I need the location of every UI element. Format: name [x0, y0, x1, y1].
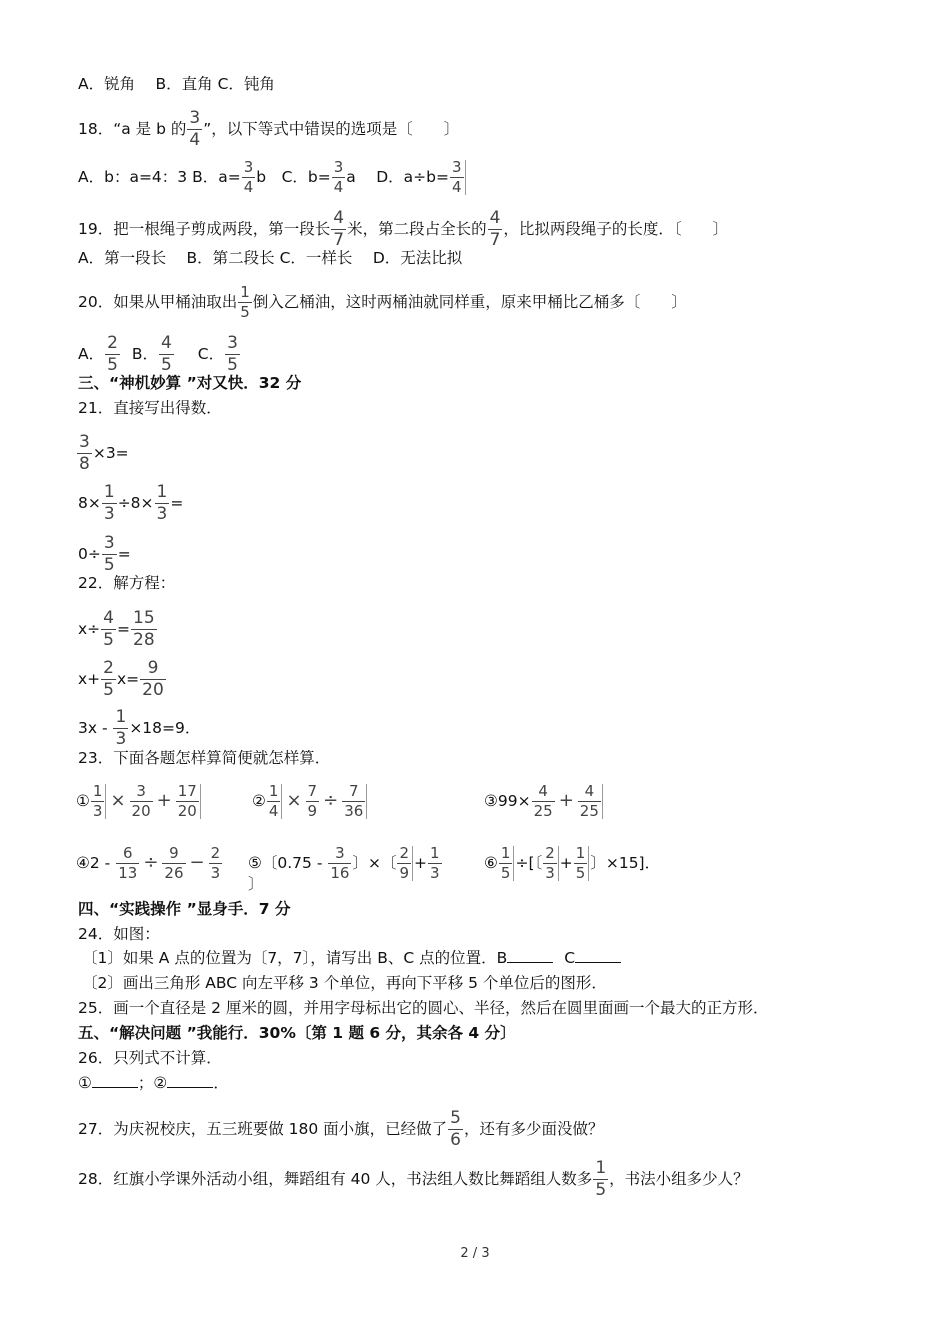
q17-options: A．锐角 B．直角 C．钝角 — [78, 75, 275, 93]
q20-options — [78, 335, 241, 374]
q18-option-b-tail: b C．b= — [256, 168, 331, 186]
q18-option-d-fraction — [450, 160, 466, 195]
numerator: 7 — [348, 782, 359, 800]
q23-e6-fraction-b — [543, 846, 559, 881]
answer-blank-2[interactable] — [167, 1073, 213, 1088]
denominator: 25 — [579, 802, 599, 820]
q26-separator: ；② — [137, 1074, 168, 1092]
q23-e5-fraction-a — [328, 846, 351, 881]
answer-blank-1[interactable] — [92, 1073, 138, 1088]
denominator: 3 — [545, 864, 555, 882]
q23-expression-3 — [484, 784, 604, 819]
denominator: 5 — [161, 355, 172, 375]
q23-e1-fraction-c — [176, 784, 201, 819]
numerator: 7 — [307, 782, 318, 800]
answer-blank-c[interactable] — [575, 948, 621, 963]
denominator: 4 — [243, 178, 254, 196]
q23-e6-mid: ÷[〔 — [515, 854, 543, 872]
q23-e1-label: ① — [76, 792, 90, 810]
denominator: 5 — [575, 864, 586, 882]
q23-e6-fraction-c — [574, 846, 590, 881]
denominator: 3 — [92, 802, 103, 820]
q18-stem-pre: 18．“a 是 b 的 — [78, 120, 187, 138]
q20-option-c-fraction — [225, 335, 240, 374]
denominator: 20 — [131, 802, 151, 820]
q23-e5-mid: 〕×〔 — [352, 854, 397, 872]
numerator: 1 — [500, 844, 511, 862]
q21-line-2-fraction-b — [155, 484, 170, 523]
numerator: 3 — [227, 333, 238, 353]
numerator: 5 — [450, 1108, 461, 1128]
q21-line-2-a: 8× — [78, 494, 101, 512]
q19-stem-post: ，比拟两段绳子的长度．〔 〕 — [503, 220, 729, 238]
numerator: 2 — [210, 844, 221, 862]
denominator: 3 — [210, 864, 221, 882]
q22-eq3-a: 3x - — [78, 719, 113, 737]
q24-title: 24．如图： — [78, 925, 160, 943]
plus-sign: + — [558, 790, 574, 811]
denominator: 9 — [307, 802, 318, 820]
q21-line-1 — [76, 434, 129, 473]
numerator: 17 — [177, 782, 197, 800]
numerator: 2 — [107, 333, 118, 353]
times-sign: × — [110, 790, 126, 811]
numerator: 3 — [243, 158, 254, 176]
q22-eq1-a: x÷ — [78, 620, 101, 638]
denominator: 5 — [500, 864, 511, 882]
q23-e5-fraction-c — [428, 846, 442, 881]
denominator: 4 — [268, 802, 279, 820]
section-4-heading: 四、“实践操作 ”显身手．7 分 — [78, 900, 291, 918]
q22-eq1-fraction-a — [101, 610, 116, 649]
q20-stem-pre: 20．如果从甲桶油取出 — [78, 293, 238, 311]
q19-stem — [78, 210, 728, 249]
denominator: 5 — [240, 303, 250, 321]
q20-option-b-label: B． — [131, 345, 159, 363]
denominator: 4 — [333, 178, 344, 196]
q22-eq2-a: x+ — [78, 670, 101, 688]
q22-title: 22．解方程： — [78, 574, 176, 592]
q22-eq1-fraction-b — [131, 610, 157, 649]
numerator: 3 — [79, 432, 90, 452]
denominator: 20 — [142, 680, 164, 700]
numerator: 2 — [103, 658, 114, 678]
denominator: 5 — [103, 630, 114, 650]
denominator: 5 — [227, 355, 238, 375]
section-5-heading: 五、“解决问题 ”我能行．30%〔第 1 题 6 分，其余各 4 分〕 — [78, 1024, 516, 1042]
numerator: 2 — [399, 844, 409, 862]
denominator: 3 — [103, 504, 115, 524]
q24-part-1-text: 〔1〕如果 A 点的位置为〔7，7〕，请写出 B、C 点的位置．B — [82, 949, 508, 967]
q23-e5-label: ⑤〔0.75 - — [248, 854, 328, 872]
numerator: 3 — [136, 782, 146, 800]
numerator: 1 — [595, 1158, 607, 1178]
q18-options — [78, 160, 467, 195]
plus-sign: + — [156, 790, 172, 811]
q18-option-c-fraction — [332, 160, 346, 195]
q20-option-a-fraction — [105, 335, 120, 374]
numerator: 4 — [161, 333, 172, 353]
q21-line-3-a: 0÷ — [78, 545, 101, 563]
q23-e6-label: ⑥ — [484, 854, 498, 872]
denominator: 7 — [333, 230, 345, 250]
q21-line-2-b: ÷8× — [117, 494, 154, 512]
denominator: 3 — [430, 864, 440, 882]
denominator: 9 — [399, 864, 409, 882]
q18-fraction — [187, 110, 202, 149]
q19-stem-pre: 19．把一根绳子剪成两段，第一段长 — [78, 220, 331, 238]
q18-stem-post: ”，以下等式中错误的选项是〔 〕 — [203, 120, 460, 138]
denominator: 5 — [103, 680, 114, 700]
denominator: 28 — [133, 630, 155, 650]
q24-part-1-c: C — [564, 949, 576, 967]
numerator: 1 — [430, 844, 440, 862]
plus-sign: + — [559, 854, 573, 872]
denominator: 26 — [164, 864, 184, 882]
numerator: 9 — [147, 658, 159, 678]
numerator: 1 — [156, 482, 168, 502]
q27-fraction — [448, 1110, 463, 1149]
q26-answer-1-label: ① — [78, 1074, 92, 1092]
q19-options: A．第一段长 B．第二段长 C．一样长 D．无法比拟 — [78, 249, 463, 267]
numerator: 4 — [333, 208, 345, 228]
numerator: 4 — [489, 208, 501, 228]
denominator: 6 — [450, 1130, 461, 1150]
q28-stem-post: ，书法小组多少人？ — [609, 1170, 749, 1188]
page-number: 2 / 3 — [460, 1246, 490, 1261]
q22-eq3-fraction — [113, 709, 128, 748]
numerator: 4 — [538, 782, 548, 800]
q21-line-1-tail: ×3= — [92, 444, 129, 462]
q21-line-2 — [78, 484, 183, 523]
numerator: 3 — [451, 158, 462, 176]
denominator: 20 — [177, 802, 197, 820]
q25-text: 25．画一个直径是 2 厘米的圆，并用字母标出它的圆心、半径，然后在圆里面画一个最大的正方形． — [78, 999, 769, 1017]
denominator: 4 — [189, 130, 201, 150]
q22-eq3-b: ×18=9． — [129, 719, 201, 737]
q22-eq2-fraction-a — [101, 660, 116, 699]
q22-eq1-equals: = — [117, 620, 130, 638]
q21-line-2-c: = — [170, 494, 184, 512]
q19-fraction-first — [331, 210, 346, 249]
numerator: 9 — [169, 844, 179, 862]
q27-stem — [78, 1110, 604, 1149]
q23-expression-6 — [484, 846, 660, 881]
q24-part-2: 〔2〕画出三角形 ABC 向左平移 3 个单位，再向下平移 5 个单位后的图形． — [82, 974, 607, 992]
denominator: 16 — [330, 864, 350, 882]
q20-stem-post: 倒入乙桶油，这时两桶油就同样重，原来甲桶比乙桶多〔 〕 — [252, 293, 687, 311]
q19-fraction-second — [488, 210, 503, 249]
q20-option-c-label: C． — [197, 345, 225, 363]
q26-end: ． — [213, 1074, 229, 1092]
q23-e1-fraction-a — [91, 784, 107, 819]
q22-eq2-b: x= — [117, 670, 140, 688]
q23-e4-fraction-c — [209, 846, 223, 881]
q23-e4-label: ④2 - — [76, 854, 116, 872]
q23-expression-4 — [76, 846, 223, 881]
q23-e1-fraction-b — [130, 784, 153, 819]
q18-option-a: A．b：a=4：3 B．a= — [78, 168, 241, 186]
q21-title: 21．直接写出得数． — [78, 399, 222, 417]
denominator: 25 — [533, 802, 553, 820]
q28-stem — [78, 1160, 749, 1199]
q21-line-2-fraction-a — [102, 484, 117, 523]
q21-line-3-fraction — [102, 535, 117, 574]
q23-e3-label: ③99× — [484, 792, 531, 810]
q20-fraction — [238, 285, 252, 320]
denominator: 3 — [115, 729, 127, 749]
plus-sign: + — [414, 854, 427, 872]
q20-option-a-label: A． — [78, 345, 105, 363]
q19-stem-mid: 米，第二段占全长的 — [347, 220, 487, 238]
q23-title: 23．下面各题怎样算简便就怎样算． — [78, 749, 331, 767]
q24-part-1 — [82, 948, 621, 968]
q22-equation-3 — [78, 709, 200, 748]
q18-option-b-fraction — [242, 160, 256, 195]
divide-sign: ÷ — [323, 790, 339, 811]
numerator: 1 — [268, 782, 279, 800]
numerator: 3 — [103, 533, 115, 553]
denominator: 3 — [156, 504, 168, 524]
q28-stem-pre: 28．红旗小学课外活动小组，舞蹈组有 40 人，书法组人数比舞蹈组人数多 — [78, 1170, 593, 1188]
q20-option-b-fraction — [159, 335, 174, 374]
q23-e4-fraction-b — [162, 846, 185, 881]
answer-blank-b[interactable] — [507, 948, 553, 963]
numerator: 3 — [333, 158, 344, 176]
denominator: 5 — [103, 555, 115, 575]
denominator: 8 — [79, 454, 90, 474]
q23-e5-fraction-b — [397, 846, 413, 881]
numerator: 4 — [584, 782, 595, 800]
q20-stem — [78, 285, 687, 320]
numerator: 1 — [103, 482, 115, 502]
numerator: 1 — [240, 283, 250, 301]
numerator: 15 — [133, 608, 155, 628]
numerator: 1 — [115, 707, 127, 727]
q18-option-c-tail: a D．a÷b= — [346, 168, 449, 186]
q27-stem-pre: 27．为庆祝校庆，五三班要做 180 面小旗，已经做了 — [78, 1120, 448, 1138]
numerator: 2 — [545, 844, 555, 862]
q23-e5-close-bracket: 〕 — [248, 875, 264, 893]
q18-stem — [78, 110, 459, 149]
q22-equation-2 — [78, 660, 167, 699]
q23-e3-fraction-b — [578, 784, 603, 819]
numerator: 3 — [335, 844, 345, 862]
q21-line-3 — [78, 535, 131, 574]
denominator: 4 — [451, 178, 462, 196]
q28-fraction — [593, 1160, 608, 1199]
denominator: 7 — [489, 230, 501, 250]
q21-line-3-b: = — [117, 545, 131, 563]
q23-e6-fraction-a — [499, 846, 515, 881]
q27-stem-post: ，还有多少面没做？ — [464, 1120, 604, 1138]
numerator: 1 — [92, 782, 103, 800]
numerator: 3 — [189, 108, 201, 128]
q23-e3-fraction-a — [532, 784, 555, 819]
q23-expression-1 — [76, 784, 202, 819]
q23-e2-fraction-c — [342, 784, 367, 819]
denominator: 5 — [107, 355, 118, 375]
divide-sign: ÷ — [143, 852, 159, 873]
numerator: 6 — [122, 844, 133, 862]
q23-e2-fraction-b — [306, 784, 320, 819]
numerator: 4 — [103, 608, 114, 628]
times-sign: × — [286, 790, 302, 811]
q23-e2-label: ② — [252, 792, 266, 810]
minus-sign: − — [189, 852, 205, 873]
denominator: 36 — [344, 802, 364, 820]
denominator: 5 — [595, 1180, 607, 1200]
q23-e4-fraction-a — [116, 846, 139, 881]
q26-title: 26．只列式不计算． — [78, 1049, 222, 1067]
q21-fraction — [77, 434, 92, 473]
q23-e2-fraction-a — [267, 784, 283, 819]
q22-eq2-fraction-b — [140, 660, 166, 699]
q23-expression-5 — [248, 846, 443, 881]
q22-equation-1 — [78, 610, 158, 649]
q23-e6-end: 〕×15]． — [590, 854, 661, 872]
q23-expression-2 — [252, 784, 368, 819]
section-3-heading: 三、“神机妙算 ”对又快．32 分 — [78, 374, 302, 392]
denominator: 13 — [118, 864, 138, 882]
q26-answers — [78, 1073, 229, 1093]
numerator: 1 — [575, 844, 586, 862]
